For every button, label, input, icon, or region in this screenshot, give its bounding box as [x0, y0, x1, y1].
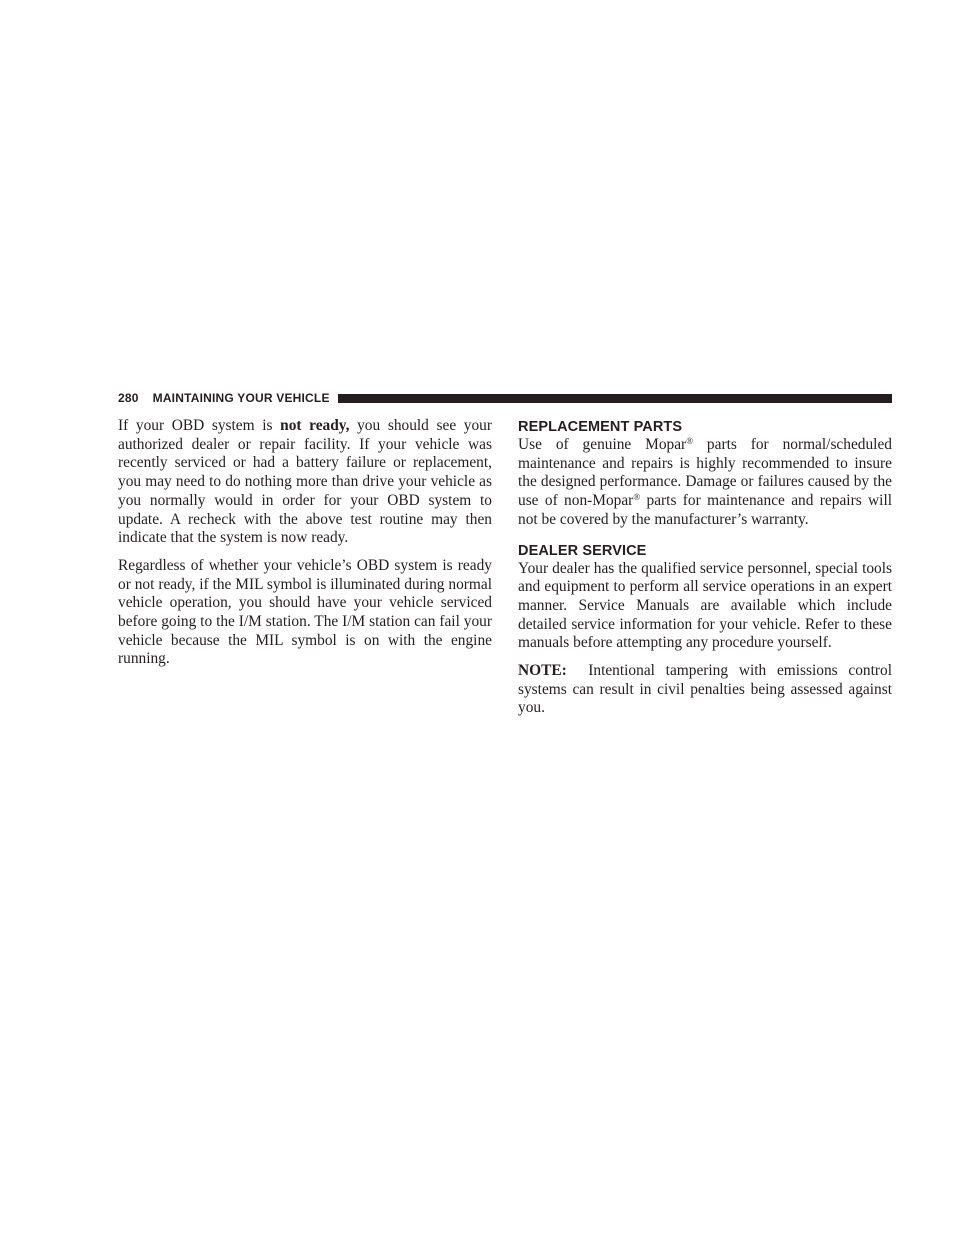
registered-mark: ® [633, 492, 641, 503]
replacement-parts-heading: REPLACEMENT PARTS [518, 419, 683, 435]
dealer-service-heading: DEALER SERVICE [518, 542, 647, 559]
replacement-parts-paragraph: Use of genuine Mopar® parts for normal/scheduled maintenance and repairs is highly recommended to insure the designed performance. Damage or failures caused by the use of non-Mopar® parts for maintenance and repairs will not be covered by the manufacturer’s warranty. [518, 436, 892, 528]
page-header [118, 390, 892, 406]
dealer-service-paragraph: Your dealer has the qualified service personnel, special tools and equipment to perform all service operations in an expert manner. Service Manuals are available which include detailed service information for your vehicle. Refer to these manuals before attempting any procedure yourself. [518, 559, 892, 652]
note-paragraph: NOTE: Intentional tampering with emissions control systems can result in civil penalties being assessed against you. [518, 662, 896, 717]
registered-mark: ® [686, 436, 694, 446]
note-label: NOTE: [518, 662, 567, 680]
header-rule [338, 394, 892, 403]
mil-symbol-paragraph: Regardless of whether your vehicle’s OBD system is ready or not ready, if the MIL symbol is illuminated during normal vehicle operation, you should have your vehicle serviced before going to the I/M station. The I/M station can fail your vehicle because the MIL symbol is on with the engine running. [118, 556, 492, 668]
section-title: MAINTAINING YOUR VEHICLE [152, 391, 330, 405]
left-column [118, 417, 492, 678]
obd-not-ready-paragraph: If your OBD system is not ready, you should see your authorized dealer or repair facility. If your vehicle was recently serviced or had a battery failure or replacement, you may need to do nothing more than drive your vehicle as you normally would in order for your OBD system to update. A recheck with the above test routine may then indicate that the system is now ready. [118, 417, 493, 547]
not-ready-emphasis: not ready, [280, 417, 350, 434]
right-column [518, 417, 896, 727]
page-number: 280 [118, 391, 139, 405]
